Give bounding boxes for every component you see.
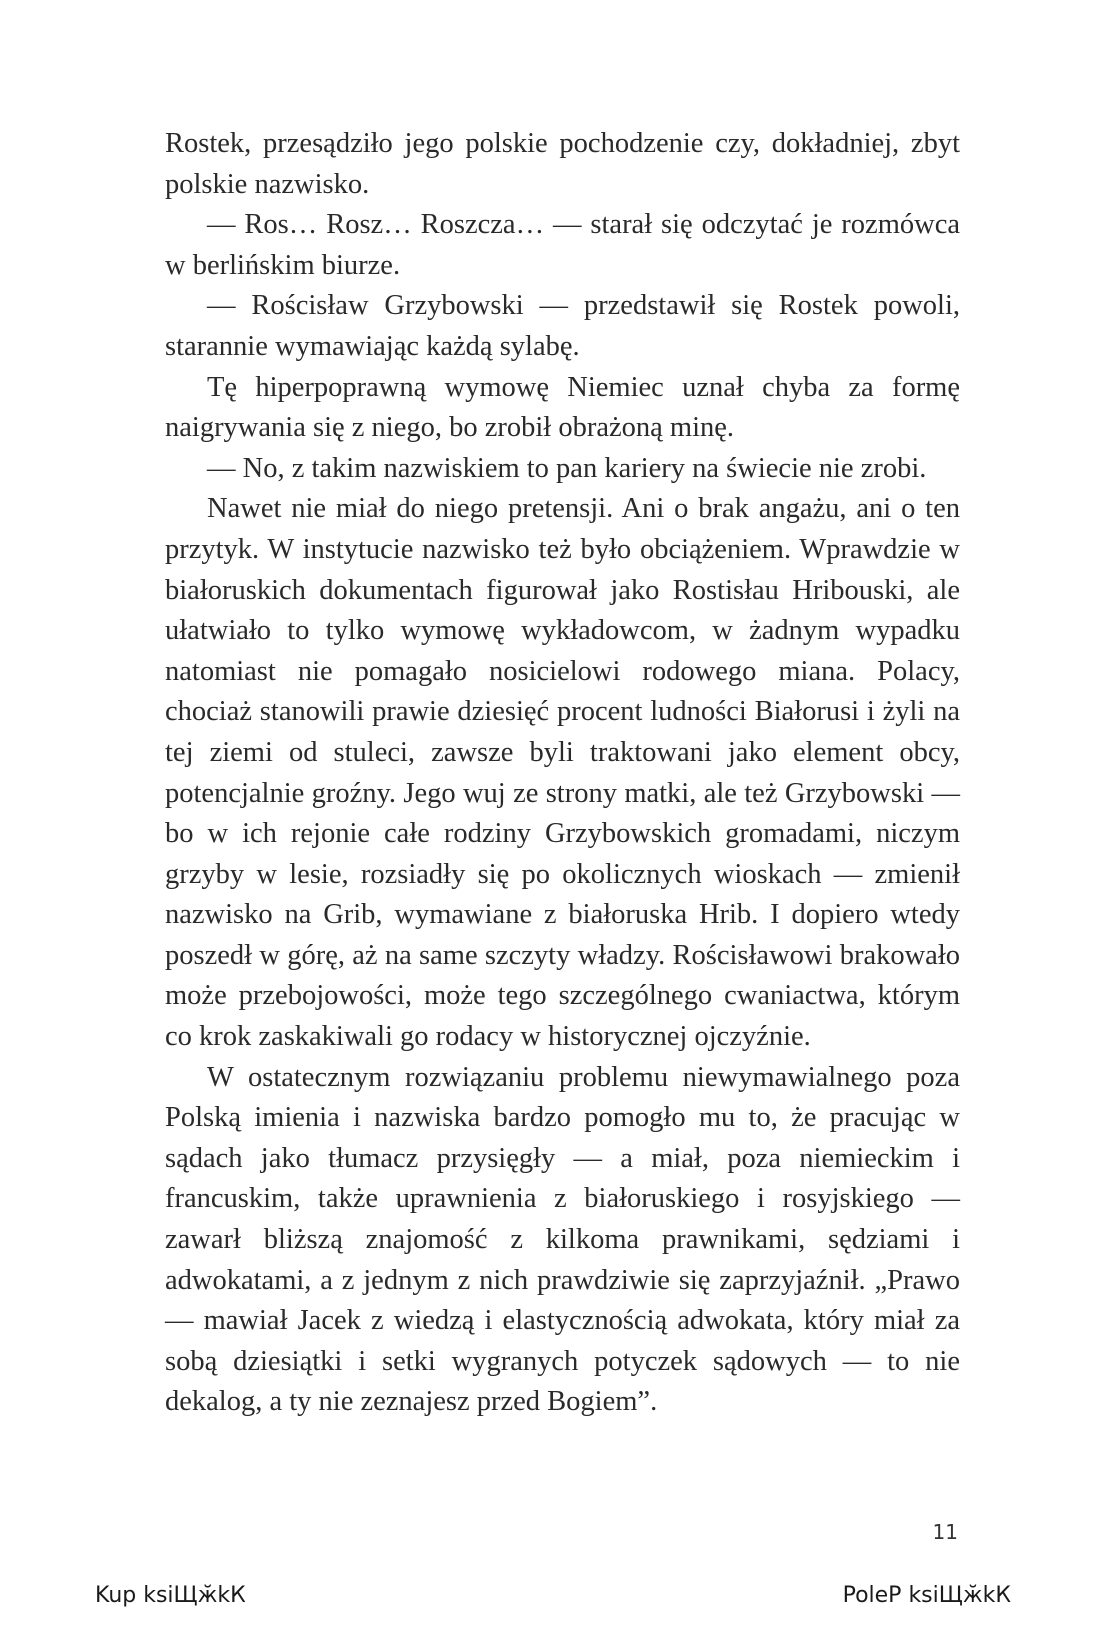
recommend-book-link[interactable]: PoleР ksiЩӂkК <box>842 1583 1011 1608</box>
paragraph: W ostatecznym rozwiązaniu problemu niewymawialnego poza Polską imienia i nazwiska bardzo pomogło mu to, że pracując w sądach jako tłumacz przysięgły — a miał, poza niemieckim i francuskim, także uprawnienia z białoruskiego i rosyjskiego — zawarł bliższą znajomość z kilkoma prawnikami, sędziami i adwokatami, a z jednym z nich prawdziwie się zaprzyjaźnił. „Prawo — mawiał Jacek z wiedzą i elastycznością adwokata, który miał za sobą dziesiątki i setki wygranych potyczek sądowych — to nie dekalog, a ty nie zeznajesz przed Bogiem”. <box>165 1061 960 1418</box>
footer-left <box>95 1583 246 1608</box>
paragraph: — Rościsław Grzybowski — przedstawił się Rostek powoli, starannie wymawiając każdą sylabę. <box>165 290 960 362</box>
book-page-body <box>165 124 960 1423</box>
paragraph: — No, z takim nazwiskiem to pan kariery na świecie nie zrobi. <box>207 452 927 484</box>
buy-book-link[interactable]: Kup ksiЩӂkК <box>95 1583 246 1608</box>
footer-right <box>843 1583 1011 1608</box>
paragraph: Nawet nie miał do niego pretensji. Ani o brak angażu, ani o ten przytyk. W instytucie nazwisko też było obciążeniem. Wprawdzie w białoruskich dokumentach figurował jako Rostisłau Hribouski, ale ułatwiało to tylko wymowę wykładowcom, w żadnym wypadku natomiast nie pomagało nosicielowi rodowego miana. Polacy, chociaż stanowili prawie dziesięć procent ludności Białorusi i żyli na tej ziemi od stuleci, zawsze byli traktowani jako element obcy, potencjalnie groźny. Jego wuj ze strony matki, ale też Grzybowski — bo w ich rejonie całe rodziny Grzybowskich gromadami, niczym grzyby w lesie, rozsiadły się po okolicznych wioskach — zmienił nazwisko na Grib, wymawiane z białoruska Hrib. I dopiero wtedy poszedł w górę, aż na same szczyty władzy. Rościsławowi brakowało może przebojowości, może tego szczególnego cwaniactwa, którym co krok zaskakiwali go rodacy w historycznej ojczyźnie. <box>165 493 960 1053</box>
paragraph: Rostek, przesądziło jego polskie pochodzenie czy, dokładniej, zbyt polskie nazwisko. <box>165 128 960 200</box>
paragraph: — Ros… Rosz… Roszcza… — starał się odczytać je rozmówca w berlińskim biurze. <box>165 209 960 281</box>
paragraph: Tę hiperpoprawną wymowę Niemiec uznał chyba za formę naigrywania się z niego, bo zrobił obrażoną minę. <box>165 371 960 444</box>
page-number: 11 <box>932 1520 958 1544</box>
